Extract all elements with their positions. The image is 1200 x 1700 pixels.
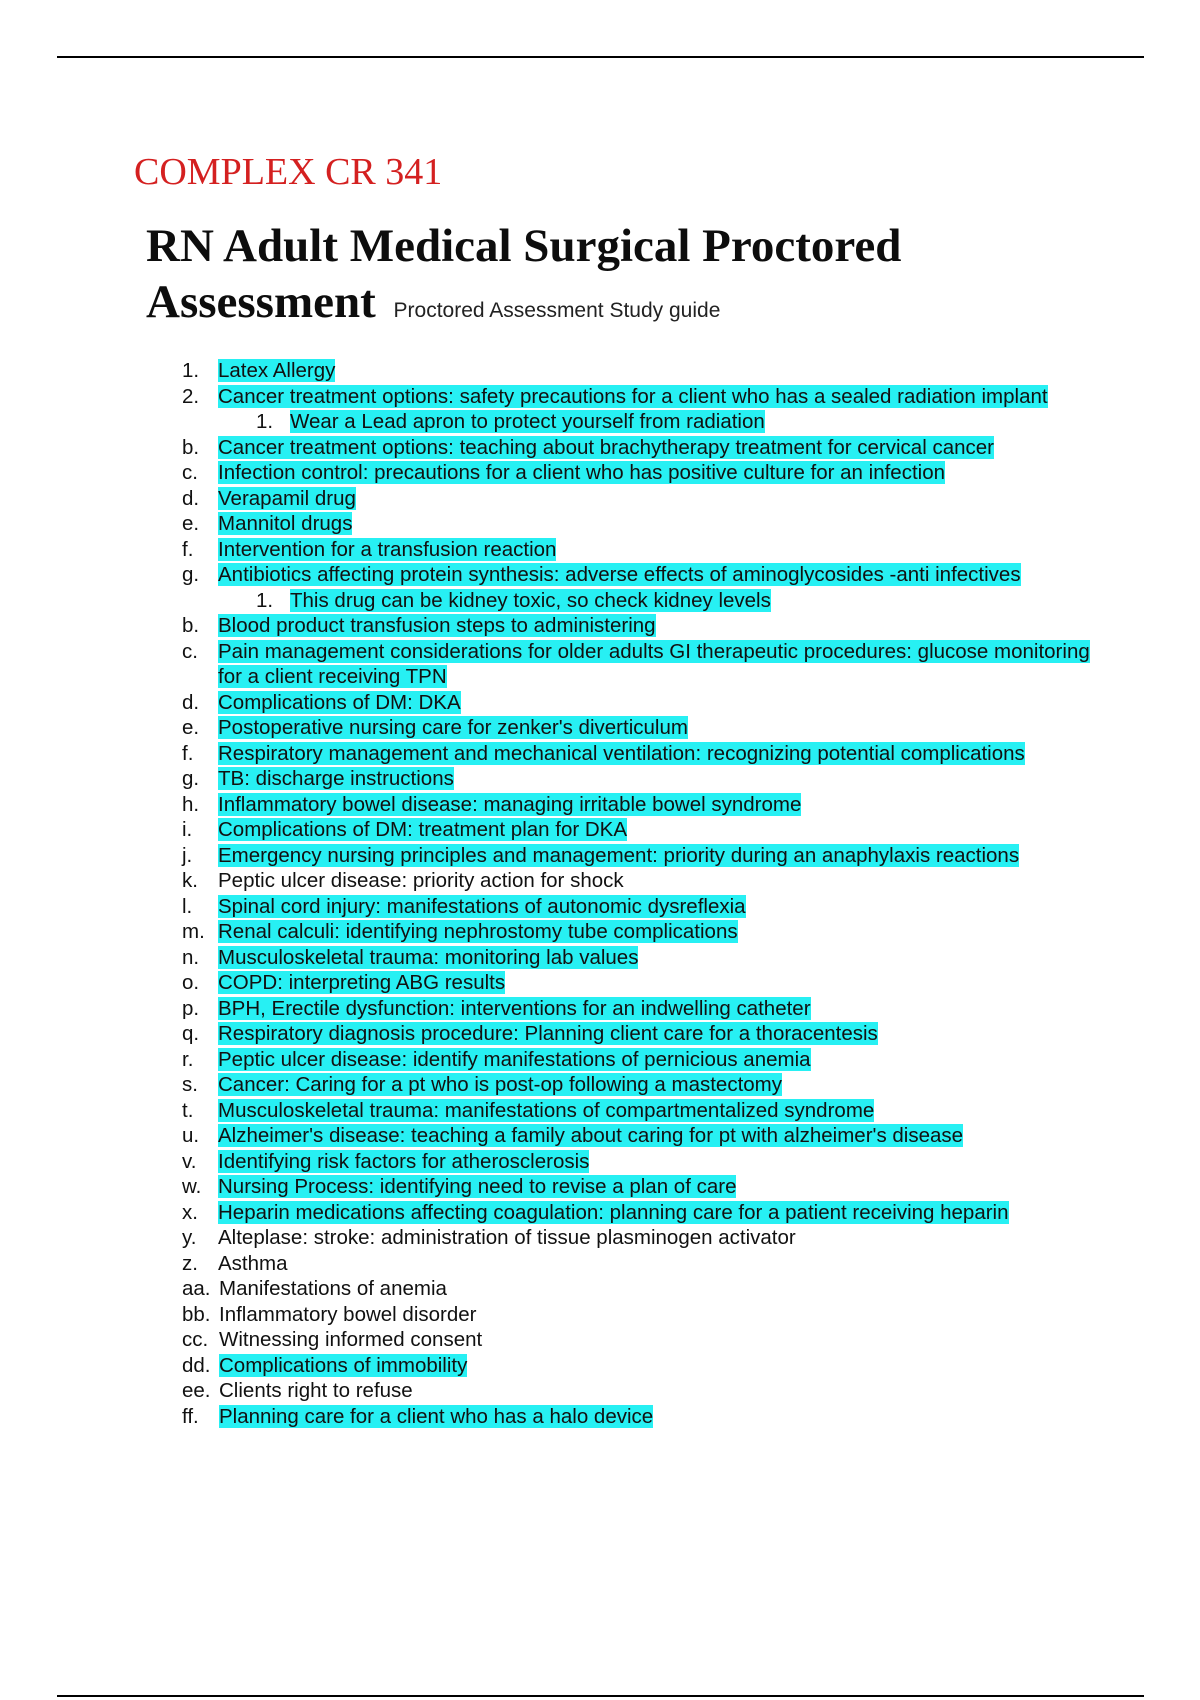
item-text: Verapamil drug [218,486,356,510]
item-text: Intervention for a transfusion reaction [218,537,557,561]
item-text: Identifying risk factors for atherosclerosis [218,1149,590,1173]
item-text: Cancer treatment options: safety precautions for a client who has a sealed radiation implant [218,384,1048,408]
course-code: COMPLEX CR 341 [134,151,443,193]
list-item [170,817,1100,843]
list-marker: 1. [256,410,274,433]
list-item [170,741,1100,767]
list-item [170,1276,1100,1302]
list-marker: 1. [182,359,200,382]
list-marker: i. [182,818,193,841]
item-text: Clients right to refuse [219,1379,413,1402]
list-item [170,868,1100,894]
item-text: Blood product transfusion steps to administering [218,614,656,637]
list-marker: 1. [256,588,274,612]
item-text: Spinal cord injury: manifestations of autonomic dysreflexia [218,894,746,918]
item-text: Manifestations of anemia [219,1277,447,1300]
list-item [170,384,1100,410]
item-text: Emergency nursing principles and management: priority during an anaphylaxis reactions [218,843,1020,867]
list-item [170,639,1100,690]
list-item [170,843,1100,869]
title-text: RN Adult Medical Surgical Proctored Assessment [146,220,902,328]
list-marker: aa. [182,1277,211,1300]
item-text: COPD: interpreting ABG results [218,971,506,994]
list-marker: d. [182,690,200,714]
list-marker: w. [182,1175,202,1198]
list-marker: l. [182,894,193,918]
list-item [170,1174,1100,1200]
item-text: Inflammatory bowel disease: managing irritable bowel syndrome [218,792,802,816]
list-item [170,996,1100,1022]
list-item [170,970,1100,996]
item-text: Alzheimer's disease: teaching a family about caring for pt with alzheimer's disease [218,1124,964,1147]
list-marker: bb. [182,1302,211,1326]
item-text: Cancer: Caring for a pt who is post-op following a mastectomy [218,1073,783,1096]
list-item [170,1072,1100,1098]
item-text: Respiratory management and mechanical ventilation: recognizing potential complications [218,741,1025,765]
list-marker: dd. [182,1353,211,1377]
item-text: Cancer treatment options: teaching about brachytherapy treatment for cervical cancer [218,435,994,459]
list-item [170,919,1100,945]
list-marker: ee. [182,1379,211,1402]
item-text: Mannitol drugs [218,512,353,535]
list-item [170,486,1100,512]
list-marker: v. [182,1149,197,1173]
list-marker: q. [182,1022,200,1045]
item-text: Witnessing informed consent [219,1328,483,1351]
list-marker: m. [182,920,205,943]
item-text: Complications of DM: DKA [218,690,461,714]
list-marker: o. [182,971,200,994]
item-text: Complications of DM: treatment plan for DKA [218,818,628,841]
list-marker: j. [182,843,193,867]
list-item [170,1098,1100,1124]
list-marker: e. [182,716,200,739]
list-marker: cc. [182,1328,209,1351]
item-text: Wear a Lead apron to protect yourself from radiation [290,410,765,433]
list-item [170,613,1100,639]
list-item [170,435,1100,461]
list-item [170,766,1100,792]
item-text: Antibiotics affecting protein synthesis: adverse effects of aminoglycosides -anti infectives [218,563,1021,586]
item-text: Asthma [218,1251,288,1275]
list-marker: s. [182,1073,198,1096]
list-item [170,562,1100,588]
item-text: Peptic ulcer disease: identify manifestations of pernicious anemia [218,1047,811,1071]
item-text: Latex Allergy [218,359,336,382]
bottom-rule [57,1695,1144,1697]
list-item [170,358,1100,384]
item-text: Planning care for a client who has a halo device [219,1404,654,1428]
list-marker: r. [182,1047,194,1071]
list-item [170,690,1100,716]
list-marker: x. [182,1200,198,1224]
list-marker: e. [182,512,200,535]
list-marker: 2. [182,384,200,408]
page-title [146,218,1106,339]
list-item [170,792,1100,818]
study-topic-list [170,358,1100,1429]
list-item [170,1225,1100,1251]
list-marker: d. [182,486,200,510]
subtitle: Proctored Assessment Study guide [393,299,721,322]
list-item [170,1251,1100,1277]
list-marker: u. [182,1124,200,1147]
list-marker: f. [182,537,194,561]
item-text: Postoperative nursing care for zenker's diverticulum [218,716,688,739]
list-marker: z. [182,1251,198,1275]
list-marker: b. [182,614,200,637]
list-marker: t. [182,1098,194,1122]
list-item [170,945,1100,971]
list-item [170,1047,1100,1073]
list-item [170,894,1100,920]
list-marker: k. [182,869,198,892]
item-text: Infection control: precautions for a client who has positive culture for an infection [218,461,946,484]
list-marker: c. [182,461,198,484]
item-text: Respiratory diagnosis procedure: Planning client care for a thoracentesis [218,1022,878,1045]
item-text: Alteplase: stroke: administration of tissue plasminogen activator [218,1226,796,1249]
list-item [170,1123,1100,1149]
item-text: Musculoskeletal trauma: manifestations of compartmentalized syndrome [218,1098,875,1122]
list-marker: y. [182,1226,197,1249]
list-item [170,1021,1100,1047]
list-item [170,1149,1100,1175]
list-item [170,1404,1100,1430]
item-text: Nursing Process: identifying need to revise a plan of care [218,1175,737,1198]
list-marker: g. [182,767,200,790]
list-marker: f. [182,741,194,765]
list-subitem [170,409,1100,435]
item-text: Musculoskeletal trauma: monitoring lab values [218,945,639,969]
list-marker: h. [182,792,200,816]
item-text: Heparin medications affecting coagulation: planning care for a patient receiving heparin [218,1200,1009,1224]
item-text: Renal calculi: identifying nephrostomy tube complications [218,920,738,943]
list-marker: b. [182,435,200,459]
list-item [170,1378,1100,1404]
item-text: Pain management considerations for older adults GI therapeutic procedures: glucose monitoring for a client receiving TPN [218,639,1090,688]
list-marker: n. [182,945,200,969]
item-text: Peptic ulcer disease: priority action for shock [218,869,624,892]
list-marker: p. [182,996,200,1020]
list-item [170,537,1100,563]
top-rule [57,56,1144,58]
list-item [170,1353,1100,1379]
list-item [170,460,1100,486]
list-subitem [170,588,1100,614]
list-marker: ff. [182,1404,199,1428]
list-item [170,1327,1100,1353]
list-item [170,1302,1100,1328]
item-text: This drug can be kidney toxic, so check kidney levels [290,588,771,612]
list-marker: c. [182,639,198,663]
list-item [170,511,1100,537]
item-text: Inflammatory bowel disorder [219,1302,477,1326]
list-item [170,1200,1100,1226]
list-marker: g. [182,563,200,586]
list-item [170,715,1100,741]
item-text: TB: discharge instructions [218,767,454,790]
item-text: BPH, Erectile dysfunction: interventions for an indwelling catheter [218,996,811,1020]
item-text: Complications of immobility [219,1353,468,1377]
